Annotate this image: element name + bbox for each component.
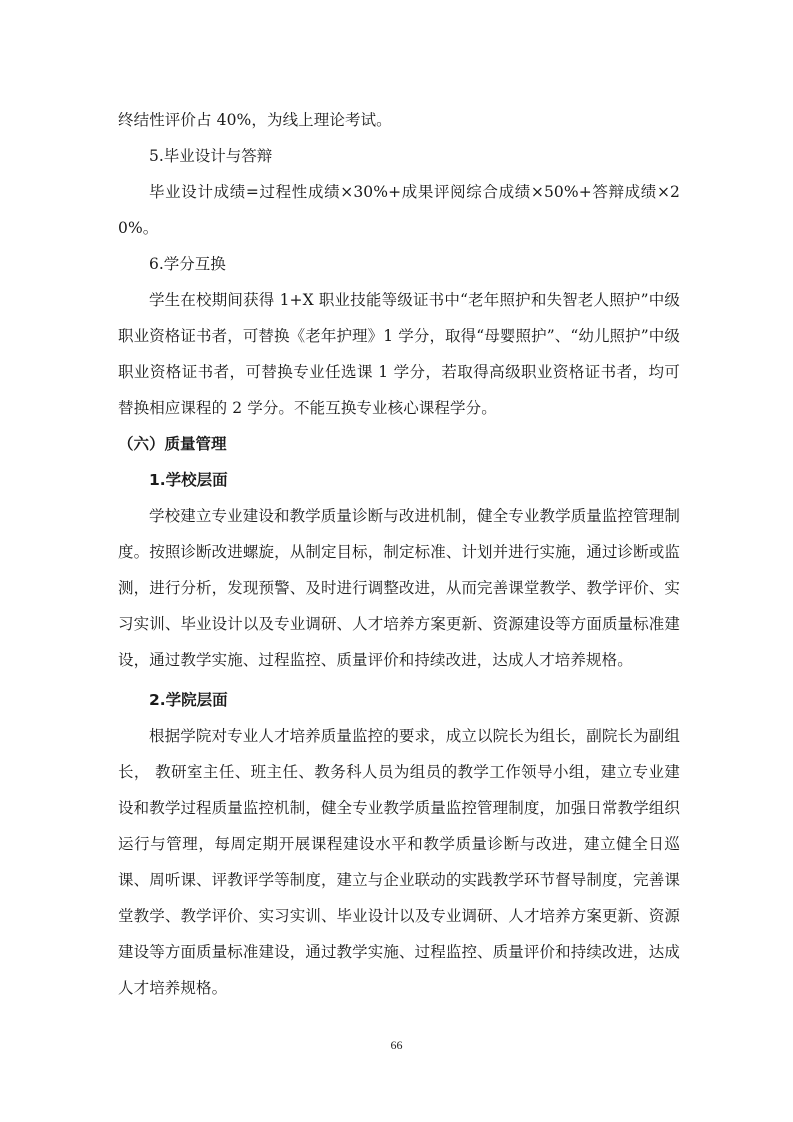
paragraph-final-evaluation: 终结性评价占 40%，为线上理论考试。 (118, 111, 392, 129)
heading-college-level: 2.学院层面 (149, 691, 228, 709)
heading-graduation-design: 5.毕业设计与答辩 (149, 147, 273, 165)
heading-credit-exchange: 6.学分互换 (149, 255, 226, 273)
paragraph-graduation-design: 毕业设计成绩=过程性成绩×30%+成果评阅综合成绩×50%+答辩成绩×20%。 (118, 183, 680, 237)
page-number: 66 (390, 1038, 403, 1052)
paragraph-credit-exchange: 学生在校期间获得 1+X 职业技能等级证书中“老年照护和失智老人照护”中级职业资格证书者，可替换《老年护理》1 学分，取得“母婴照护”、“幼儿照护”中级职业资格证书者，可替换专业任选课 1 学分，若取得高级职业资格证书者，均可替换相应课程的 2 学分。不能互换专业核心课程学分。 (118, 291, 680, 417)
heading-school-level: 1.学校层面 (149, 471, 228, 489)
paragraph-college-level: 根据学院对专业人才培养质量监控的要求，成立以院长为组长，副院长为副组长， 教研室主任、班主任、教务科人员为组员的教学工作领导小组，建立专业建设和教学过程质量监控机制，健全专业教学质量监控管理制度，加强日常教学组织运行与管理，每周定期开展课程建设水平和教学质量诊断与改进，建立健全日巡课、周听课、评教评学等制度，建立与企业联动的实践教学环节督导制度，完善课堂教学、教学评价、实习实训、毕业设计以及专业调研、人才培养方案更新、资源建设等方面质量标准建设，通过教学实施、过程监控、质量评价和持续改进，达成人才培养规格。 (118, 727, 680, 997)
section-heading-quality-management: （六）质量管理 (118, 435, 227, 453)
paragraph-school-level: 学校建立专业建设和教学质量诊断与改进机制，健全专业教学质量监控管理制度。按照诊断改进螺旋，从制定目标，制定标准、计划并进行实施，通过诊断或监测，进行分析，发现预警、及时进行调整改进，从而完善课堂教学、教学评价、实习实训、毕业设计以及专业调研、人才培养方案更新、资源建设等方面质量标准建设，通过教学实施、过程监控、质量评价和持续改进，达成人才培养规格。 (118, 507, 680, 669)
page-content (118, 102, 680, 1006)
